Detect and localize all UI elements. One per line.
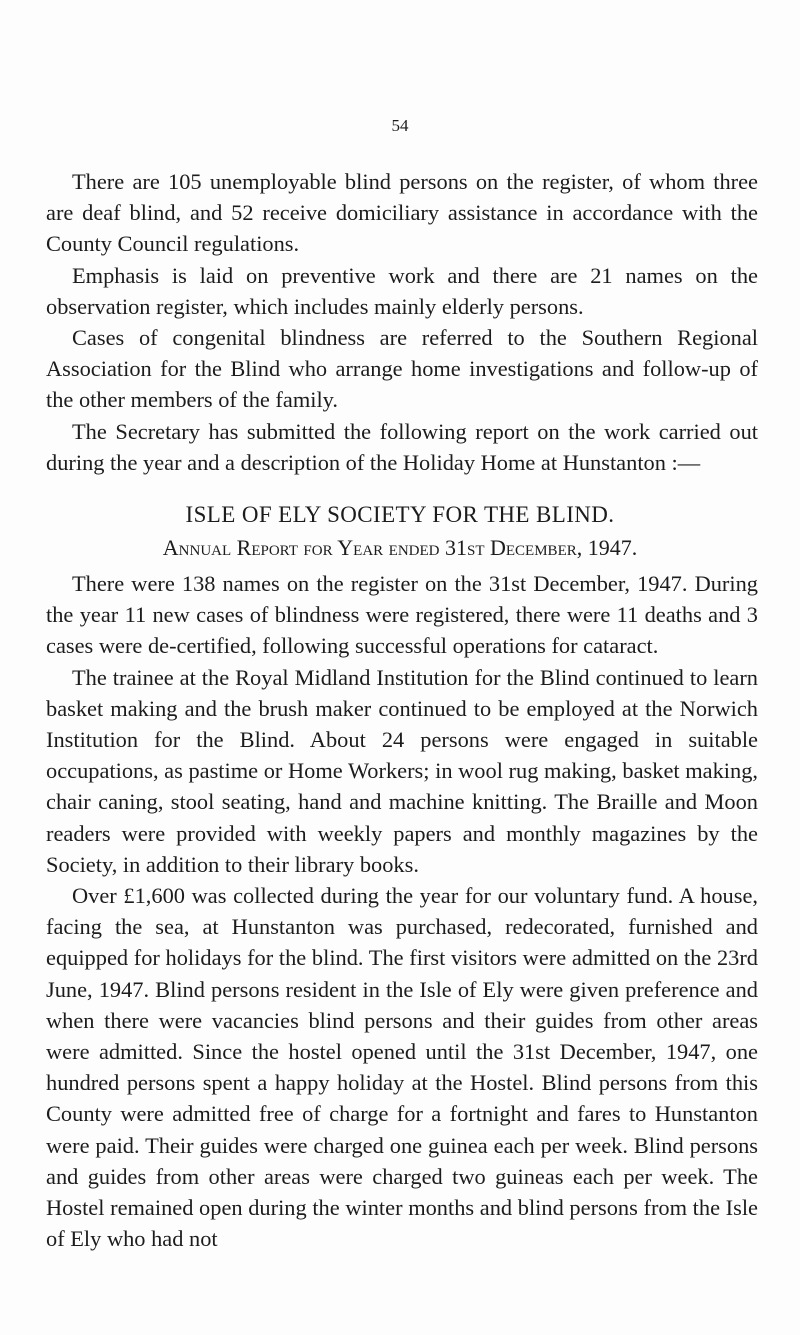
- paragraph-training-occupations: The trainee at the Royal Midland Institution for the Blind continued to learn basket making and the brush maker continued to be employed at the Norwich Institution for the Blind. About 24 persons were engaged in suitable occupations, as pastime or Home Workers; in wool rug making, basket making, chair caning, stool seating, hand and machine knitting. The Braille and Moon readers were provided with weekly papers and monthly magazines by the Society, in addition to their library books.: [46, 664, 758, 877]
- paragraph-congenital-blindness: Cases of congenital blindness are referred to the Southern Regional Association for the Blind who arrange home investigations and follow-up of the other members of the family.: [46, 325, 758, 413]
- page-number: 54: [391, 116, 409, 135]
- report-body: [46, 568, 758, 1254]
- paragraph-register-figures: There were 138 names on the register on the 31st December, 1947. During the year 11 new cases of blindness were registered, there were 11 deaths and 3 cases were de-certified, following successful operations for cataract.: [46, 571, 758, 659]
- intro-section: [46, 166, 758, 478]
- report-title: ISLE OF ELY SOCIETY FOR THE BLIND.: [185, 502, 615, 527]
- paragraph-unemployable: There are 105 unemployable blind persons on the register, of whom three are deaf blind, and 52 receive domiciliary assistance in accordance with the County Council regulations.: [46, 169, 758, 257]
- paragraph-secretary-report: The Secretary has submitted the following report on the work carried out during the year and a description of the Holiday Home at Hunstanton :—: [46, 418, 758, 475]
- paragraph-holiday-home: Over £1,600 was collected during the year for our voluntary fund. A house, facing the sea, at Hunstanton was purchased, redecorated, furnished and equipped for holidays for the blind. The first visitors were admitted on the 23rd June, 1947. Blind persons resident in the Isle of Ely were given preference and when there were vacancies blind persons and their guides from other areas were admitted. Since the hostel opened until the 31st December, 1947, one hundred persons spent a happy holiday at the Hostel. Blind persons from this County were admitted free of charge for a fortnight and fares to Hunstanton were paid. Their guides were charged one guinea each per week. Blind persons and guides from other areas were charged two guineas each per week. The Hostel remained open during the winter months and blind persons from the Isle of Ely who had not: [46, 883, 758, 1252]
- paragraph-preventive-work: Emphasis is laid on preventive work and there are 21 names on the observation register, which includes mainly elderly persons.: [46, 262, 758, 319]
- report-subtitle: Annual Report for Year ended 31st December, 1947.: [162, 535, 638, 560]
